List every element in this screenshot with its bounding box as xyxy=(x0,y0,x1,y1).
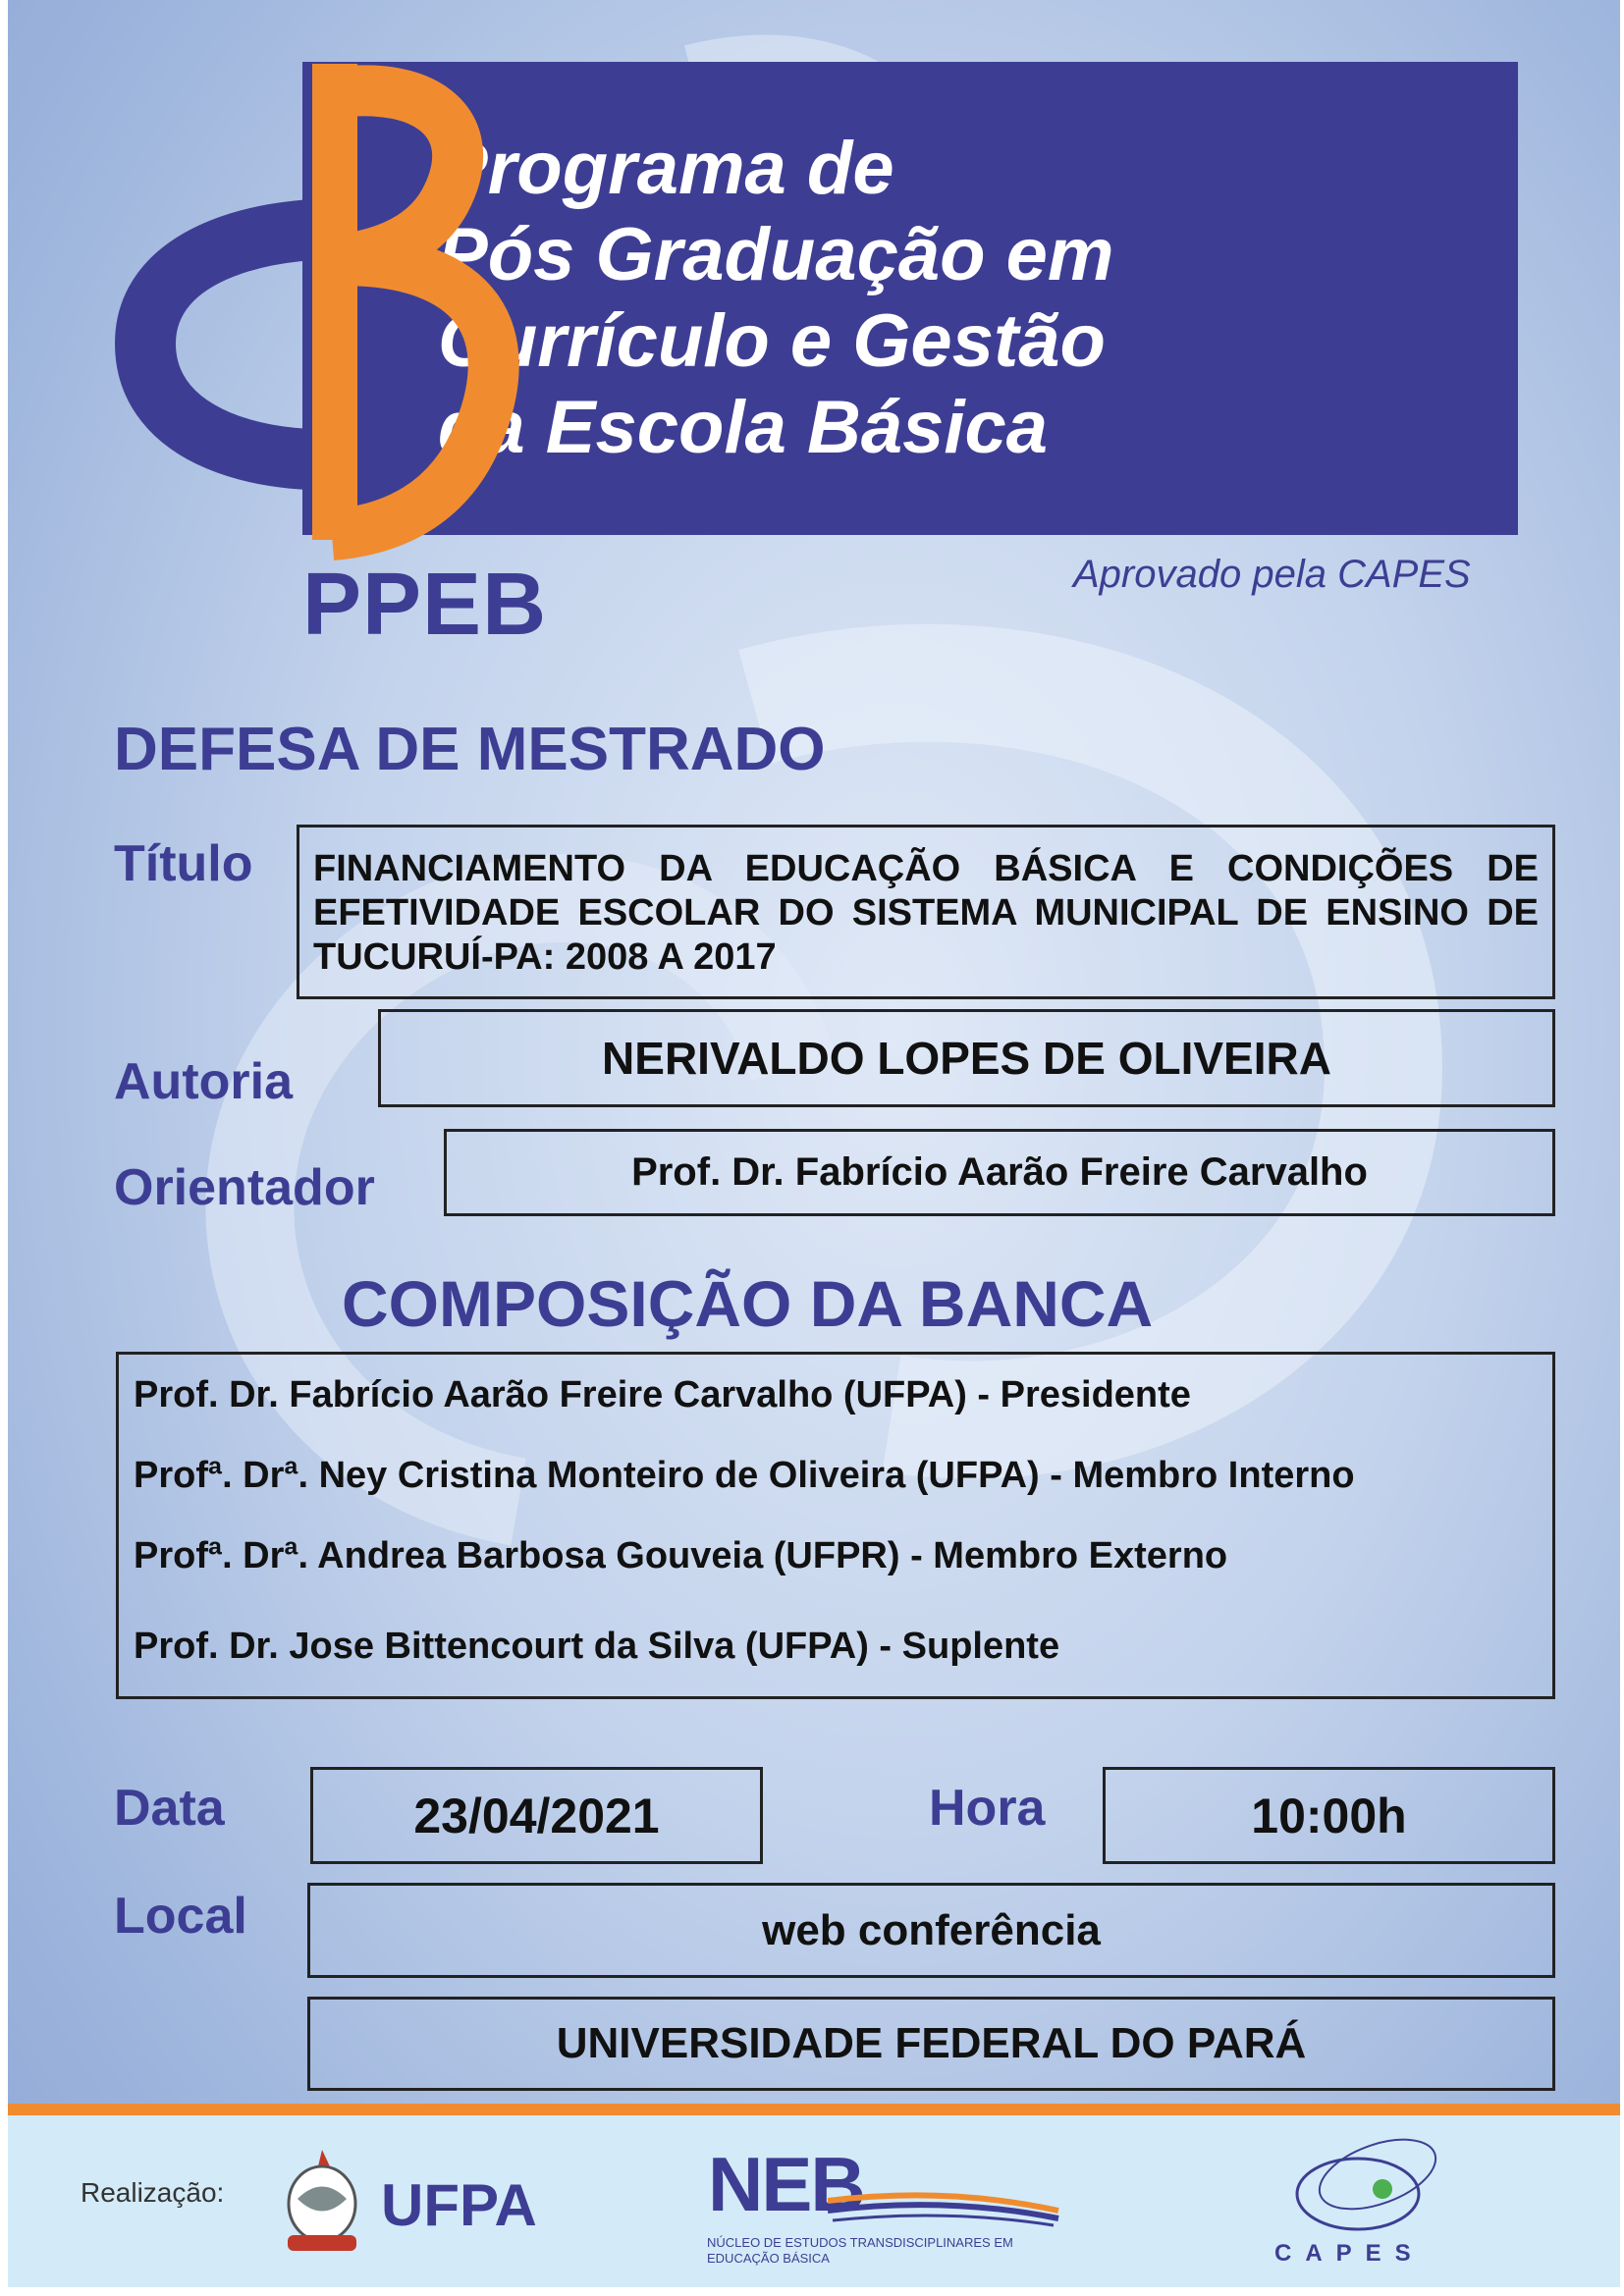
neb-swoosh-icon xyxy=(828,2181,1063,2230)
page-bottom-margin xyxy=(0,2287,1624,2296)
neb-subtitle-line: EDUCAÇÃO BÁSICA xyxy=(707,2251,830,2266)
program-title-line: da Escola Básica xyxy=(438,386,1049,469)
program-title-line: Programa de xyxy=(438,127,894,210)
neb-logo-text: NEB xyxy=(708,2141,864,2227)
location-value: web conferência xyxy=(307,1883,1555,1978)
committee-member: Prof. Dr. Fabrício Aarão Freire Carvalho (UFPA) - Presidente xyxy=(134,1374,1191,1415)
location-label: Local xyxy=(114,1888,247,1945)
time-label: Hora xyxy=(929,1780,1046,1837)
ppeb-acronym: PPEB xyxy=(302,556,548,654)
program-title-line: Currículo e Gestão xyxy=(438,299,1106,383)
program-title-line: Pós Graduação em xyxy=(438,213,1114,296)
thesis-title: FINANCIAMENTO DA EDUCAÇÃO BÁSICA E CONDIÇÕES DE EFETIVIDADE ESCOLAR DO SISTEMA MUNICIPAL DE ENSINO DE TUCURUÍ-PA: 2008 A 2017 xyxy=(297,825,1555,999)
advisor-name: Prof. Dr. Fabrício Aarão Freire Carvalho xyxy=(444,1129,1555,1216)
title-label: Título xyxy=(114,835,253,892)
poster xyxy=(8,0,1620,2287)
date-value: 23/04/2021 xyxy=(310,1767,763,1864)
capes-logo-text: CAPES xyxy=(1274,2240,1425,2267)
capes-orbit-icon xyxy=(1284,2130,1451,2238)
date-label: Data xyxy=(114,1780,225,1837)
advisor-label: Orientador xyxy=(114,1159,375,1216)
committee-member: Profª. Drª. Andrea Barbosa Gouveia (UFPR) - Membro Externo xyxy=(134,1535,1228,1576)
institution-name: UNIVERSIDADE FEDERAL DO PARÁ xyxy=(307,1997,1555,2091)
neb-subtitle xyxy=(707,2235,1013,2267)
realizacao-label: Realização: xyxy=(81,2177,225,2208)
approval-note: Aprovado pela CAPES xyxy=(1073,553,1471,596)
committee-member: Profª. Drª. Ney Cristina Monteiro de Oliveira (UFPA) - Membro Interno xyxy=(134,1455,1355,1496)
author-name: NERIVALDO LOPES DE OLIVEIRA xyxy=(378,1009,1555,1107)
time-value: 10:00h xyxy=(1103,1767,1555,1864)
ufpa-crest-icon xyxy=(273,2145,371,2263)
neb-subtitle-line: NÚCLEO DE ESTUDOS TRANSDISCIPLINARES EM xyxy=(707,2235,1013,2250)
committee-member: Prof. Dr. Jose Bittencourt da Silva (UFPA) - Suplente xyxy=(134,1626,1060,1667)
ufpa-logo-text: UFPA xyxy=(381,2172,537,2238)
footer-stripe xyxy=(8,2104,1620,2115)
author-label: Autoria xyxy=(114,1053,293,1110)
committee-list xyxy=(116,1352,1555,1699)
committee-heading: COMPOSIÇÃO DA BANCA xyxy=(342,1267,1154,1340)
ppeb-logo-icon xyxy=(106,59,636,569)
defense-heading: DEFESA DE MESTRADO xyxy=(114,716,826,783)
